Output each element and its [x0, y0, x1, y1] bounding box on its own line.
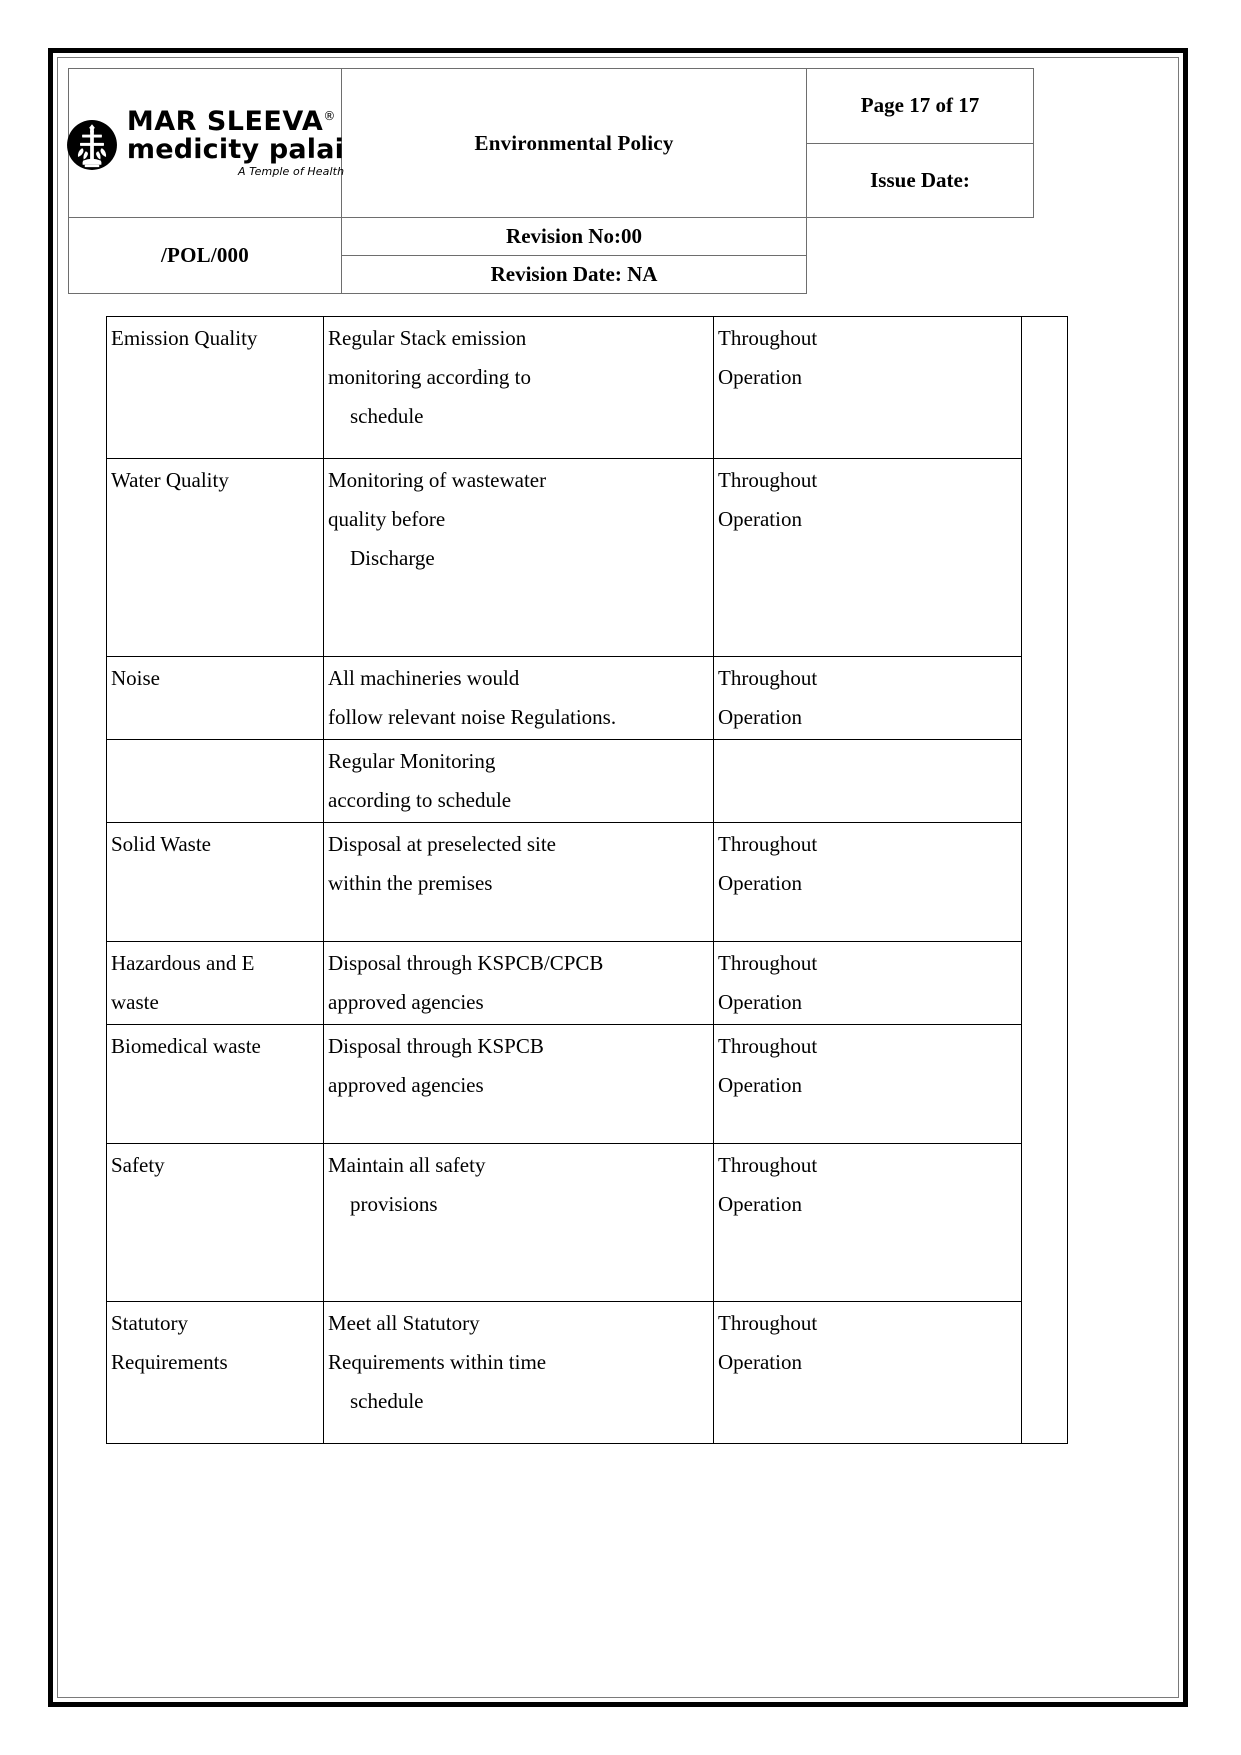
cell-text-line: Operation: [718, 507, 802, 532]
cell-measure: [324, 657, 714, 740]
table-row: [107, 657, 1022, 740]
cell-text-line: waste: [111, 990, 159, 1015]
cell-measure: [324, 1302, 714, 1444]
cell-text-line: Throughout: [718, 951, 818, 976]
cell-text-line: Monitoring of wastewater: [328, 468, 547, 492]
cell-aspect: [107, 1144, 324, 1302]
page-number-label: Page 17 of 17: [807, 69, 1034, 144]
revision-no-label: Revision No:00: [342, 218, 807, 256]
cell-text-line: monitoring according to: [328, 365, 531, 390]
cell-text-line: Requirements within time: [328, 1350, 547, 1375]
logo-secondary-name: medicity palai: [126, 133, 345, 165]
cell-text-line: provisions: [350, 1192, 438, 1217]
page-content: [68, 68, 1168, 1688]
cell-aspect: [107, 1302, 324, 1444]
cell-text-line: Safety: [111, 1153, 165, 1178]
cell-text-line: Disposal through KSPCB/CPCB: [328, 951, 604, 976]
mar-sleeva-emblem-icon: [66, 119, 118, 171]
cell-text-line: Throughout: [718, 1034, 818, 1059]
cell-text-line: Disposal at preselected site: [328, 832, 557, 857]
cell-text-line: Regular Monitoring: [328, 749, 496, 774]
cell-text-line: Hazardous and E: [111, 951, 255, 976]
table-row: [107, 1144, 1022, 1302]
cell-text-line: Disposal through KSPCB: [328, 1034, 544, 1059]
cell-text-line: Discharge: [350, 546, 435, 571]
issue-date-label: Issue Date:: [807, 143, 1034, 218]
cell-text-line: Operation: [718, 705, 802, 730]
cell-text-line: Operation: [718, 1192, 802, 1217]
table-row: [107, 317, 1022, 459]
table-row: [107, 942, 1022, 1025]
document-header-table: [68, 68, 1034, 294]
cell-text-line: Regular Stack emission: [328, 326, 527, 350]
cell-text-line: Throughout: [718, 666, 818, 690]
cell-text-line: Biomedical waste: [111, 1034, 261, 1059]
registered-trademark-icon: ®: [323, 108, 336, 123]
cell-timing: [714, 1144, 1022, 1302]
cell-text-line: approved agencies: [328, 990, 484, 1015]
table-row: [107, 1025, 1022, 1144]
cell-timing: [714, 657, 1022, 740]
table-row: [107, 459, 1022, 657]
cell-text-line: follow relevant noise Regulations.: [328, 705, 617, 730]
cell-aspect: [107, 942, 324, 1025]
cell-timing: [714, 740, 1022, 823]
cell-aspect: [107, 459, 324, 657]
cell-measure: [324, 740, 714, 823]
cell-aspect: [107, 317, 324, 459]
cell-text-line: approved agencies: [328, 1073, 484, 1098]
table-right-extension: [1006, 316, 1068, 1444]
cell-text-line: Requirements: [111, 1350, 228, 1375]
cell-text-line: Noise: [111, 666, 160, 690]
cell-text-line: quality before: [328, 507, 446, 532]
cell-measure: [324, 459, 714, 657]
cell-timing: [714, 942, 1022, 1025]
cell-text-line: Operation: [718, 1073, 802, 1098]
cell-text-line: Water Quality: [111, 468, 229, 492]
cell-text-line: Throughout: [718, 1311, 818, 1336]
logo-cell: [69, 69, 345, 218]
cell-text-line: Maintain all safety: [328, 1153, 486, 1178]
cell-text-line: according to schedule: [328, 788, 512, 813]
cell-measure: [324, 317, 714, 459]
cell-text-line: Operation: [718, 871, 802, 896]
cell-text-line: schedule: [350, 404, 424, 429]
environmental-measures-table: [106, 316, 1022, 1444]
environmental-measures-table-area: [68, 316, 1078, 1444]
cell-timing: [714, 317, 1022, 459]
cell-text-line: schedule: [350, 1389, 424, 1414]
document-code: /POL/000: [69, 218, 342, 294]
cell-measure: [324, 823, 714, 942]
cell-text-line: within the premises: [328, 871, 493, 896]
cell-aspect: [107, 657, 324, 740]
table-row: [107, 823, 1022, 942]
table-row: [107, 1302, 1022, 1444]
cell-measure: [324, 942, 714, 1025]
cell-timing: [714, 823, 1022, 942]
cell-aspect: [107, 740, 324, 823]
cell-text-line: Operation: [718, 1350, 802, 1375]
cell-text-line: Statutory: [111, 1311, 188, 1336]
cell-text-line: Throughout: [718, 832, 818, 857]
revision-date-label: Revision Date: NA: [342, 256, 807, 294]
cell-text-line: Operation: [718, 365, 802, 390]
cell-text-line: All machineries would: [328, 666, 520, 690]
cell-text-line: Throughout: [718, 326, 818, 350]
cell-aspect: [107, 1025, 324, 1144]
cell-text-line: Meet all Statutory: [328, 1311, 480, 1336]
cell-text-line: Operation: [718, 990, 802, 1015]
table-row: [107, 740, 1022, 823]
logo-primary-name: MAR SLEEVA®: [126, 105, 336, 137]
cell-text-line: Solid Waste: [111, 832, 212, 857]
cell-measure: [324, 1025, 714, 1144]
cell-text-line: Emission Quality: [111, 326, 258, 350]
cell-timing: [714, 459, 1022, 657]
document-title: Environmental Policy: [342, 69, 807, 218]
cell-text-line: Throughout: [718, 1153, 818, 1178]
cell-timing: [714, 1025, 1022, 1144]
cell-text-line: Throughout: [718, 468, 818, 492]
logo-tagline: A Temple of Health: [237, 165, 345, 179]
cell-aspect: [107, 823, 324, 942]
cell-timing: [714, 1302, 1022, 1444]
cell-measure: [324, 1144, 714, 1302]
